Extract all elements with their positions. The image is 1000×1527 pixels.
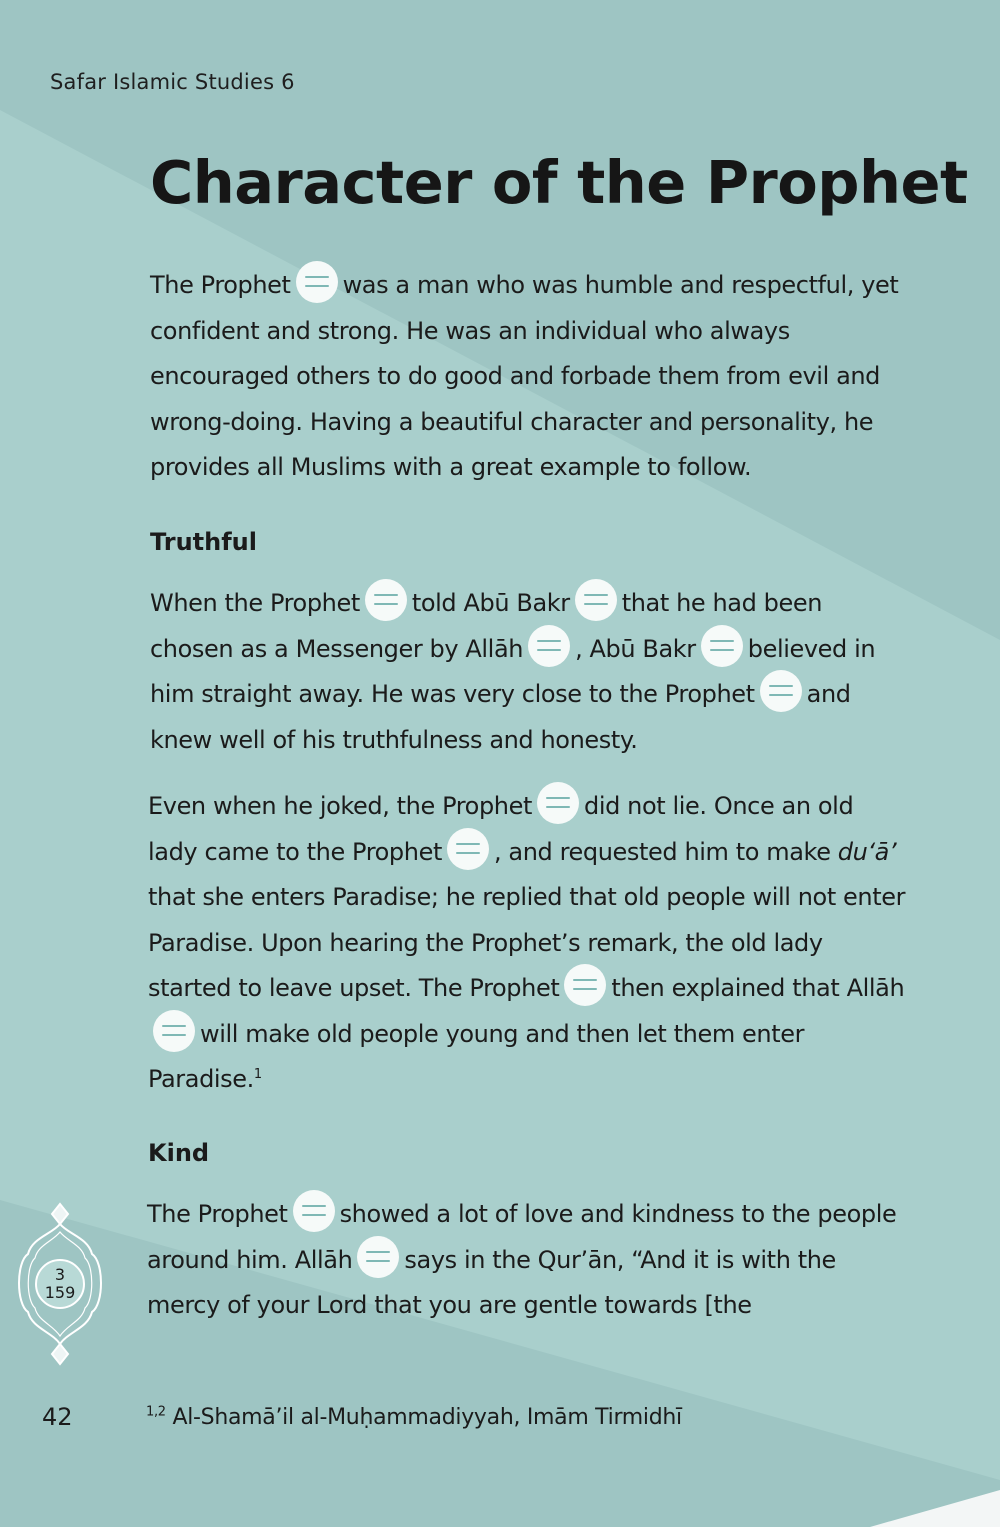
- honorific-seal-icon: [528, 625, 570, 667]
- text-segment: will make old people young and then let them enter Paradise.: [148, 1019, 805, 1093]
- honorific-seal-icon: [447, 828, 489, 870]
- text-segment: , Abū Bakr: [575, 634, 696, 663]
- footnote-text: Al-Shamā’il al-Muḥammadiyyah, Imām Tirmidhī: [172, 1405, 682, 1430]
- italic-term-dua: du‘ā’: [837, 837, 897, 866]
- text-segment: When the Prophet: [150, 589, 360, 617]
- kind-paragraph-1: [147, 1192, 907, 1329]
- honorific-seal-icon: [760, 670, 802, 712]
- text-segment: Even when he joked, the Prophet: [148, 792, 532, 820]
- text-segment: The Prophet: [150, 271, 291, 299]
- honorific-seal-icon: [153, 1010, 195, 1052]
- text-segment: and knew well of his truthfulness and honesty.: [150, 680, 851, 754]
- quran-reference-surah: 3: [54, 1265, 66, 1284]
- page-number: 42: [42, 1403, 73, 1431]
- page-title: Character of the Prophet: [150, 148, 968, 217]
- honorific-seal-icon: [296, 261, 338, 303]
- honorific-seal-icon: [701, 625, 743, 667]
- section-heading-truthful: Truthful: [150, 528, 257, 556]
- text-segment: then explained that Allāh: [611, 974, 905, 1002]
- text-segment: told Abū Bakr: [411, 589, 570, 617]
- text-segment: believed in him straight away. He was very close to the Prophet: [150, 634, 876, 708]
- text-segment: was a man who was humble and respectful, yet confident and strong. He was an individual who always encouraged others to do good and forbade them from evil and wrong-doing. Having a beautiful character and personality, he provides all Muslims with a great example to follow.: [150, 271, 899, 481]
- running-header: Safar Islamic Studies 6: [50, 70, 295, 94]
- text-segment: , and requested him to make: [493, 837, 831, 866]
- footnote-marks: 1,2: [146, 1404, 166, 1420]
- truthful-paragraph-2: [148, 784, 908, 1103]
- quran-reference-ayah: 159: [44, 1283, 76, 1302]
- footnote: [146, 1405, 682, 1430]
- quran-reference-badge: [14, 1200, 106, 1368]
- honorific-seal-icon: [357, 1236, 399, 1278]
- text-segment: that he had been chosen as a Messenger by Allāh: [150, 589, 823, 663]
- text-segment: showed a lot of love and kindness to the people around him. Allāh: [147, 1200, 897, 1274]
- truthful-paragraph-1: [150, 581, 910, 763]
- text-segment: says in the Qur’ān, “And it is with the mercy of your Lord that you are gentle towards [the: [147, 1245, 836, 1319]
- text-segment: The Prophet: [147, 1200, 288, 1228]
- honorific-seal-icon: [293, 1190, 335, 1232]
- honorific-seal-icon: [365, 579, 407, 621]
- text-segment: did not lie. Once an old lady came to the Prophet: [148, 792, 854, 866]
- honorific-seal-icon: [575, 579, 617, 621]
- intro-paragraph: [150, 263, 910, 491]
- text-segment: that she enters Paradise; he replied that old people will not enter Paradise. Upon hearing the Prophet’s remark, the old lady started to leave upset. The Prophet: [148, 883, 906, 1002]
- footnote-marker[interactable]: 1: [253, 1067, 262, 1082]
- honorific-seal-icon: [537, 782, 579, 824]
- section-heading-kind: Kind: [148, 1139, 210, 1167]
- honorific-seal-icon: [564, 964, 606, 1006]
